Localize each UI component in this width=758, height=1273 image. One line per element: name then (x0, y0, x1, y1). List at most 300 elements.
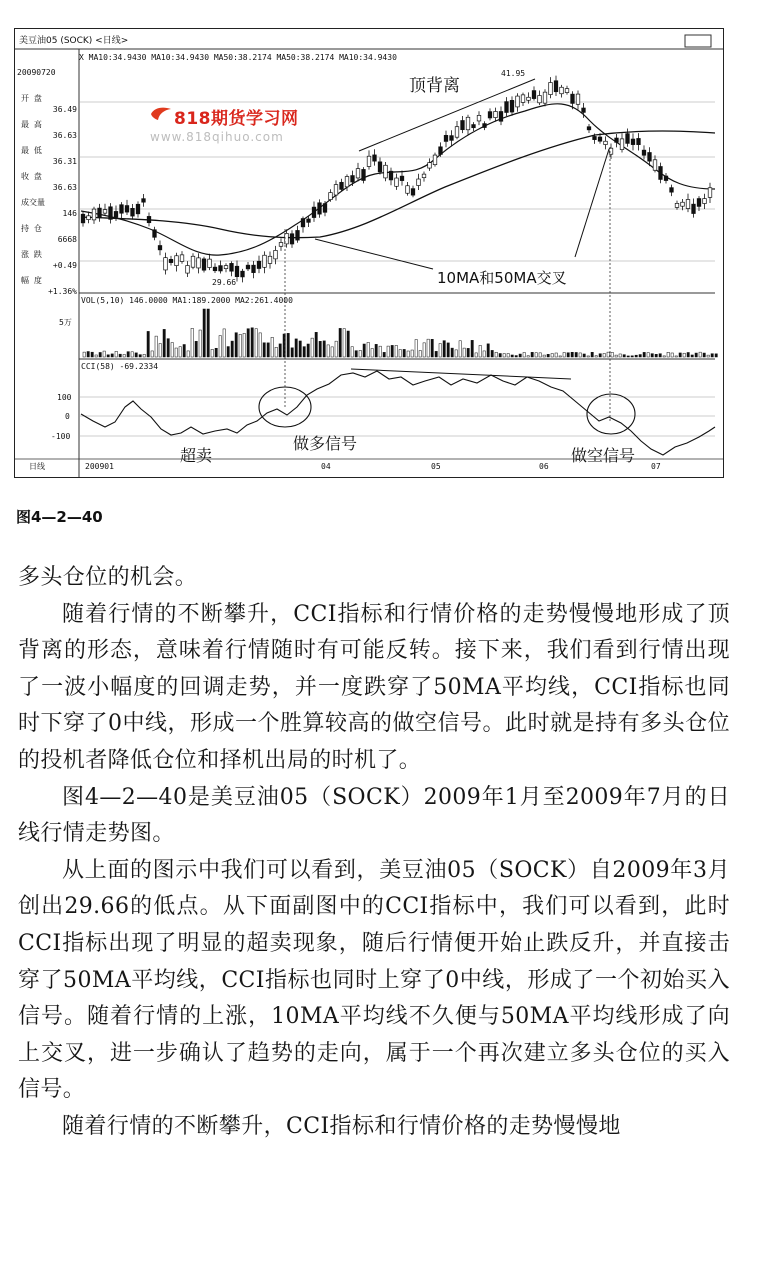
volume-bar (187, 351, 189, 357)
paragraph: 多头仓位的机会。 (18, 565, 198, 590)
candle-body (477, 115, 481, 121)
high-price-label: 41.95 (501, 69, 526, 78)
cci-tick-100: 100 (57, 393, 72, 402)
candle-body (675, 203, 679, 207)
volume-bar (675, 356, 677, 357)
info-label: 最 低 (21, 146, 42, 155)
candle-body (708, 188, 712, 198)
volume-bar (255, 329, 257, 357)
volume-bar (659, 354, 661, 357)
watermark-title: 818期货学习网 (174, 109, 299, 129)
candle-body (433, 155, 437, 165)
volume-bar (227, 347, 229, 357)
volume-bar (699, 352, 701, 357)
volume-bar (695, 353, 697, 357)
candle-body (345, 177, 349, 187)
volume-bar (711, 354, 713, 357)
volume-bar (691, 355, 693, 357)
candle-body (521, 95, 525, 103)
low-price-label: 29.66 (212, 278, 237, 287)
volume-bar (687, 352, 689, 357)
candle-body (384, 165, 388, 178)
volume-bar (271, 337, 273, 357)
candle-body (312, 207, 316, 217)
candle-body (131, 208, 135, 216)
volume-bar (359, 350, 361, 357)
paragraph: 从上面的图示中我们可以看到，美豆油05（SOCK）自2009年3月创出29.66的低点。从下面副图中的CCI指标中，我们可以看到，此时CCI指标出现了明显的超卖现象，随后行情便开始止跌反升，并直接击穿了50MA平均线，CCI指标也同时上穿了0中线，形成了一个初始买入信号。随着行情的上涨，10MA平均线不久便与50MA平均线形成了向上交叉，进一步确认了趋势的走向，属于一个再次建立多头仓位的买入信号。 (18, 857, 730, 1103)
candle-body (351, 176, 355, 182)
volume-bar (439, 344, 441, 357)
volume-bar (443, 341, 445, 357)
candle-body (565, 89, 569, 93)
volume-bar (119, 354, 121, 357)
volume-bar (407, 351, 409, 357)
volume-bar (279, 344, 281, 357)
volume-bar (463, 348, 465, 357)
volume-bar (431, 339, 433, 357)
watermark-url: www.818qihuo.com (150, 130, 284, 144)
candle-body (631, 139, 635, 144)
candle-body (527, 97, 531, 100)
info-label: 持 仓 (21, 224, 42, 233)
x-tick-07: 07 (651, 462, 661, 471)
volume-bar (391, 345, 393, 357)
candle-body (455, 127, 459, 138)
candle-body (576, 94, 580, 104)
candle-body (653, 160, 657, 170)
candle-body (444, 135, 448, 141)
candle-body (307, 219, 311, 222)
volume-bar (291, 348, 293, 357)
candle-body (692, 204, 696, 213)
candle-body (626, 134, 630, 144)
volume-bar (607, 352, 609, 357)
candle-body (466, 117, 470, 129)
volume-bar (567, 353, 569, 357)
volume-bar (159, 344, 161, 357)
volume-bar (115, 351, 117, 357)
volume-bar (335, 341, 337, 357)
volume-bar (503, 354, 505, 357)
ma-cross-pointer (315, 239, 433, 269)
volume-bar (195, 341, 197, 357)
volume-bar (655, 354, 657, 357)
volume-bar (455, 350, 457, 357)
volume-bar (667, 352, 669, 357)
volume-bar (631, 356, 633, 357)
volume-bar (375, 344, 377, 357)
volume-bar (583, 354, 585, 357)
short-signal-annotation: 做空信号 (571, 446, 636, 465)
candle-body (213, 267, 217, 271)
info-label: 涨 跌 (21, 250, 42, 259)
volume-legend: VOL(5,10) 146.0000 MA1:189.2000 MA2:261.4000 (81, 296, 293, 305)
volume-bar (399, 350, 401, 357)
candle-body (340, 182, 344, 189)
candle-body (681, 202, 685, 206)
candle-body (202, 259, 206, 270)
candle-body (125, 206, 129, 213)
volume-bar (411, 350, 413, 357)
candle-body (422, 174, 426, 178)
candle-body (587, 127, 591, 130)
candle-body (450, 136, 454, 141)
candle-body (334, 185, 338, 195)
candle-body (323, 204, 327, 213)
candle-body (235, 266, 239, 276)
volume-bar (243, 333, 245, 357)
candle-body (598, 137, 602, 141)
cci-tick-minus100: -100 (51, 432, 71, 441)
candle-body (191, 256, 195, 267)
cci-legend: CCI(58) -69.2334 (81, 362, 159, 371)
volume-bar (403, 349, 405, 357)
volume-bar (379, 346, 381, 357)
volume-bar (511, 355, 513, 357)
volume-bar (591, 352, 593, 357)
candle-body (268, 256, 272, 263)
volume-bar (587, 356, 589, 357)
volume-bar (275, 347, 277, 357)
info-value: 6668 (57, 235, 77, 244)
volume-bar (91, 352, 93, 357)
volume-bar (483, 351, 485, 357)
candle-body (197, 258, 201, 268)
volume-bar (427, 339, 429, 357)
candle-body (488, 112, 492, 118)
volume-bar (355, 351, 357, 357)
candle-body (158, 246, 162, 250)
candle-body (164, 258, 168, 270)
candle-body (241, 271, 245, 277)
volume-bar (663, 356, 665, 357)
volume-bar (715, 354, 717, 357)
candle-body (362, 169, 366, 180)
volume-bar (415, 340, 417, 357)
candle-body (186, 266, 190, 274)
volume-bar (531, 352, 533, 357)
volume-bar (123, 354, 125, 357)
volume-bar (303, 347, 305, 357)
volume-bar (235, 333, 237, 357)
volume-bar (319, 341, 321, 357)
candle-body (175, 256, 179, 266)
volume-bar (311, 338, 313, 357)
volume-bar (435, 351, 437, 357)
candle-body (224, 266, 228, 269)
candle-body (274, 250, 278, 258)
volume-bar (451, 348, 453, 357)
x-tick-06: 06 (539, 462, 549, 471)
info-value: 36.63 (52, 131, 77, 140)
volume-bar (595, 356, 597, 357)
candle-body (615, 138, 619, 142)
volume-unit-label: 5万 (59, 318, 72, 327)
candle-body (136, 204, 140, 214)
window-restore-icon[interactable] (685, 35, 711, 47)
x-axis-label: 日线 (29, 462, 45, 471)
info-value: 146 (62, 209, 77, 218)
candle-body (538, 96, 542, 103)
volume-bar (163, 329, 165, 357)
volume-bar (219, 336, 221, 357)
candle-body (516, 96, 520, 107)
candle-body (98, 208, 102, 218)
info-value: +1.36% (48, 287, 77, 296)
volume-bar (603, 353, 605, 357)
volume-bar (535, 353, 537, 357)
candle-body (373, 155, 377, 161)
candle-body (103, 210, 107, 214)
cci-divergence-trendline (351, 369, 571, 379)
volume-bar (99, 352, 101, 357)
candle-body (461, 121, 465, 130)
volume-bar (635, 355, 637, 357)
volume-bar (551, 354, 553, 357)
volume-bar (679, 353, 681, 357)
candle-body (417, 179, 421, 185)
candle-body (114, 211, 118, 217)
watermark-logo-icon (150, 106, 172, 122)
volume-bar (423, 343, 425, 357)
volume-bar (215, 348, 217, 357)
volume-bar (203, 309, 205, 357)
volume-bar (107, 355, 109, 357)
volume-bar (555, 353, 557, 357)
info-label: 20090720 (17, 68, 56, 77)
candle-body (169, 259, 173, 262)
candle-body (670, 188, 674, 192)
candle-body (604, 141, 608, 144)
volume-bar (547, 354, 549, 357)
volume-bar (599, 354, 601, 357)
volume-bar (395, 345, 397, 357)
volume-bar (523, 352, 525, 357)
volume-bar (263, 343, 265, 357)
volume-bar (103, 351, 105, 357)
x-tick-05: 05 (431, 462, 441, 471)
volume-bar (499, 353, 501, 357)
candle-body (494, 111, 498, 117)
volume-bar (623, 355, 625, 357)
volume-bar (387, 346, 389, 357)
volume-bar (351, 347, 353, 357)
volume-bar (671, 353, 673, 357)
info-label: 幅 度 (21, 276, 42, 285)
candle-body (208, 259, 212, 267)
volume-bar (651, 354, 653, 357)
candle-body (483, 124, 487, 128)
volume-bar (575, 352, 577, 357)
volume-bar (539, 353, 541, 357)
volume-bar (315, 332, 317, 357)
volume-bar (487, 344, 489, 357)
candle-body (279, 243, 283, 247)
volume-bar (343, 329, 345, 357)
volume-bar (383, 352, 385, 357)
paragraph: 图4—2—40是美豆油05（SOCK）2009年1月至2009年7月的日线行情走势图。 (18, 784, 730, 847)
ma-cross-annotation: 10MA和50MA交叉 (437, 269, 567, 287)
volume-bar (367, 342, 369, 357)
volume-bar (347, 331, 349, 357)
volume-bar (479, 345, 481, 357)
x-tick-200901: 200901 (85, 462, 114, 471)
oversold-annotation: 超卖 (180, 446, 213, 465)
candle-body (252, 265, 256, 272)
x-tick-04: 04 (321, 462, 331, 471)
candle-body (180, 255, 184, 262)
candle-body (219, 266, 223, 271)
volume-bar (615, 355, 617, 357)
candle-body (703, 199, 707, 204)
ma-cross-pointer-2 (575, 149, 609, 257)
volume-bar (171, 343, 173, 357)
candle-body (571, 94, 575, 103)
volume-bar (143, 354, 145, 357)
candle-body (153, 230, 157, 238)
volume-bar (471, 340, 473, 357)
candle-body (406, 186, 410, 193)
candle-body (642, 150, 646, 155)
volume-bar (683, 353, 685, 357)
figure-caption: 图4—2—40 (16, 508, 103, 526)
volume-bar (231, 341, 233, 357)
candle-body (510, 100, 514, 112)
price-info-panel (17, 68, 77, 296)
site-watermark (150, 104, 330, 154)
volume-bar (183, 344, 185, 357)
volume-bar (267, 343, 269, 357)
candle-body (329, 193, 333, 200)
volume-bar (571, 352, 573, 357)
candle-body (246, 265, 250, 269)
volume-bar (563, 353, 565, 357)
candle-body (109, 207, 113, 220)
volume-bar (559, 356, 561, 357)
candle-body (318, 203, 322, 214)
candle-body (301, 219, 305, 227)
divergence-annotation: 顶背离 (409, 76, 460, 96)
volume-bar (87, 352, 89, 357)
volume-bar (647, 353, 649, 357)
candle-body (87, 216, 91, 220)
volume-bar (111, 354, 113, 357)
volume-bars (83, 309, 717, 357)
volume-bar (259, 333, 261, 357)
info-value: 36.31 (52, 157, 77, 166)
candle-body (356, 169, 360, 178)
candle-body (290, 234, 294, 244)
candle-body (92, 209, 96, 220)
volume-bar (327, 345, 329, 357)
volume-bar (495, 352, 497, 357)
volume-bar (179, 347, 181, 357)
volume-bar (191, 328, 193, 357)
candle-body (593, 136, 597, 139)
candle-body (263, 255, 267, 267)
info-value: 36.49 (52, 105, 77, 114)
volume-bar (323, 341, 325, 357)
candle-body (664, 176, 668, 180)
volume-bar (619, 354, 621, 357)
candle-body (142, 199, 146, 202)
candle-body (499, 112, 503, 122)
candle-body (389, 171, 393, 180)
candle-body (472, 125, 476, 128)
candle-body (532, 91, 536, 99)
volume-bar (419, 351, 421, 357)
candle-body (428, 163, 432, 168)
volume-bar (371, 349, 373, 357)
candle-body (686, 199, 690, 208)
volume-bar (239, 334, 241, 357)
info-label: 开 盘 (21, 94, 42, 103)
cci-grid (79, 397, 715, 436)
candle-body (554, 81, 558, 92)
volume-bar (543, 355, 545, 357)
info-value: +0.49 (52, 261, 77, 270)
candle-body (659, 167, 663, 180)
candle-body (81, 214, 85, 223)
candlestick-chart-figure (14, 28, 724, 478)
volume-bar (579, 353, 581, 357)
info-label: 收 盘 (21, 172, 42, 181)
candle-body (582, 108, 586, 112)
volume-bar (131, 352, 133, 357)
info-label: 最 高 (21, 120, 42, 129)
volume-bar (475, 353, 477, 357)
volume-bar (83, 352, 85, 357)
volume-bar (639, 355, 641, 357)
candle-body (367, 156, 371, 166)
ma-legend: X MA10:34.9430 MA10:34.9430 MA50:38.2174 MA50:38.2174 MA10:34.9430 (79, 53, 397, 62)
volume-bar (151, 351, 153, 357)
volume-bar (299, 341, 301, 357)
info-value: 36.63 (52, 183, 77, 192)
volume-bar (251, 328, 253, 357)
cci-line (81, 371, 715, 455)
volume-bar (331, 347, 333, 357)
volume-bar (467, 348, 469, 357)
volume-bar (519, 354, 521, 357)
candle-body (230, 263, 234, 271)
paragraph: 随着行情的不断攀升，CCI指标和行情价格的走势慢慢地形成了顶背离的形态，意味着行情随时有可能反转。接下来，我们看到行情出现了一波小幅度的回调走势，并一度跌穿了50MA平均线，CCI指标也同时下穿了0中线，形成一个胜算较高的做空信号。此时就是持有多头仓位的投机者降低仓位和择机出局的时机了。 (18, 601, 730, 773)
candle-body (378, 162, 382, 172)
volume-bar (127, 352, 129, 357)
volume-bar (527, 356, 529, 357)
candle-body (296, 230, 300, 240)
volume-bar (707, 355, 709, 357)
volume-bar (611, 352, 613, 357)
volume-bar (207, 309, 209, 357)
candle-body (648, 153, 652, 162)
volume-bar (223, 329, 225, 357)
volume-bar (155, 336, 157, 357)
volume-bar (627, 356, 629, 357)
chart-window-title: 美豆油05 (SOCK) <日线> (19, 36, 129, 46)
cci-tick-0: 0 (65, 412, 70, 421)
volume-bar (139, 355, 141, 357)
volume-bar (643, 352, 645, 357)
candle-body (505, 102, 509, 113)
candle-body (637, 138, 641, 144)
candle-body (439, 147, 443, 155)
candle-body (257, 261, 261, 268)
volume-bar (459, 341, 461, 357)
volume-bar (339, 328, 341, 357)
long-signal-annotation: 做多信号 (293, 434, 358, 453)
volume-bar (447, 343, 449, 357)
